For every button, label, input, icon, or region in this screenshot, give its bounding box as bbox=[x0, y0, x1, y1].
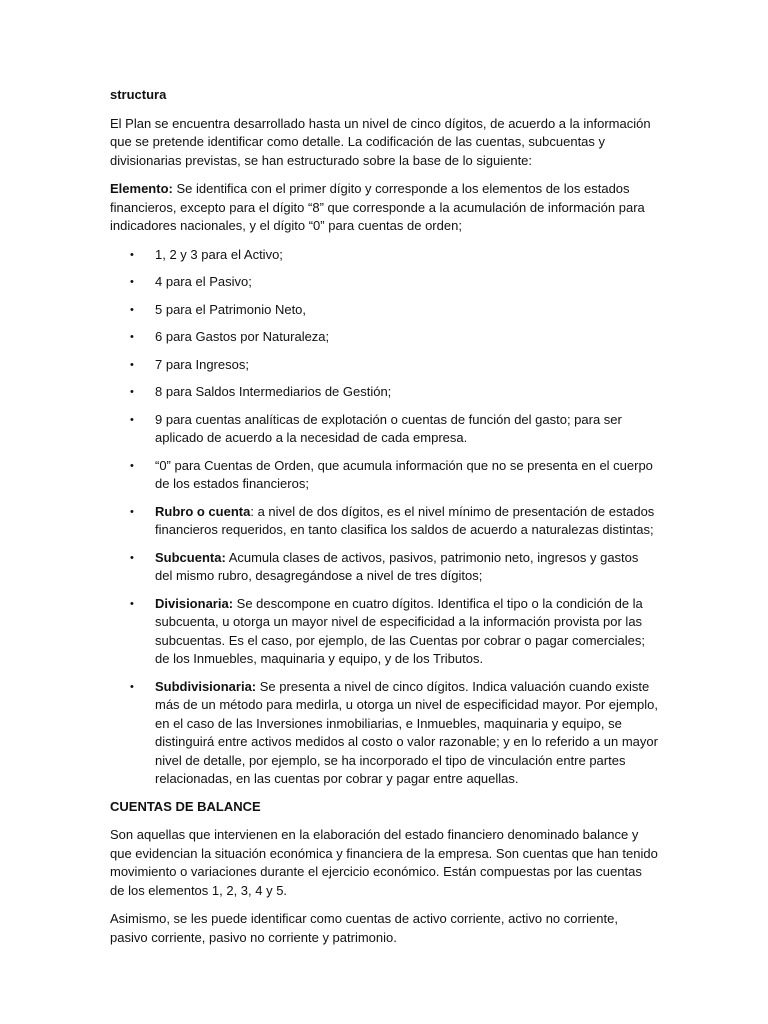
list-item bbox=[110, 328, 658, 347]
list-item bbox=[110, 356, 658, 375]
elemento-term: Elemento: bbox=[110, 181, 173, 196]
elemento-paragraph bbox=[110, 180, 658, 236]
list-item-text: : a nivel de dos dígitos, es el nivel mínimo de presentación de estados financieros requeridos, en tanto clasifica los saldos de acuerdo a naturalezas distintas; bbox=[155, 503, 655, 537]
list-item bbox=[110, 457, 658, 494]
bullet-icon: • bbox=[130, 358, 134, 371]
cuentas-balance-paragraph-2: Asimismo, se les puede identificar como cuentas de activo corriente, activo no corriente, pasivo corriente, pasivo no corriente y patrimonio. bbox=[110, 911, 618, 945]
list-item-text: “0” para Cuentas de Orden, que acumula información que no se presenta en el cuerpo de los estados financieros; bbox=[155, 457, 653, 491]
list-item-text: Se presenta a nivel de cinco dígitos. Indica valuación cuando existe más de un método para medirla, u otorga un nivel de especificidad mayor. Por ejemplo, en el caso de las Inversiones inmobiliarias, e Inmuebles, maquinaria y equipo, se distinguirá entre activos medidos al costo o valor razonable; y en lo referido a un mayor nivel de detalle, por ejemplo, se ha incorporado el tipo de vinculación entre partes relacionadas, en las cuentas por cobrar y pagar entre aquellas. bbox=[155, 678, 658, 786]
list-item bbox=[110, 595, 658, 669]
list-item bbox=[110, 246, 658, 265]
list-item-term: Subcuenta: bbox=[155, 549, 226, 565]
list-item-text: 4 para el Pasivo; bbox=[155, 274, 252, 289]
intro-paragraph: El Plan se encuentra desarrollado hasta un nivel de cinco dígitos, de acuerdo a la información que se pretende identificar como detalle. La codificación de las cuentas, subcuentas y divisionarias previstas, se han estructurado sobre la base de lo siguiente: bbox=[110, 115, 651, 168]
list-item bbox=[110, 678, 658, 789]
list-item-text: 8 para Saldos Intermediarios de Gestión; bbox=[155, 384, 392, 399]
bullet-icon: • bbox=[130, 331, 134, 343]
bullet-icon: • bbox=[130, 413, 134, 426]
list-item-text: 9 para cuentas analíticas de explotación o cuentas de función del gasto; para ser aplicado de acuerdo a la necesidad de cada empresa. bbox=[155, 411, 622, 445]
cuentas-balance-title: CUENTAS DE BALANCE bbox=[110, 798, 261, 814]
bullet-icon: • bbox=[130, 551, 134, 564]
list-item-text: Acumula clases de activos, pasivos, patrimonio neto, ingresos y gastos del mismo rubro, desagregándose a nivel de tres dígitos; bbox=[155, 549, 639, 583]
list-item bbox=[110, 411, 658, 448]
list-item bbox=[110, 383, 658, 402]
list-item-text: 7 para Ingresos; bbox=[155, 356, 249, 372]
list-item-text: 6 para Gastos por Naturaleza; bbox=[155, 329, 330, 344]
list-item bbox=[110, 503, 658, 540]
bullet-icon: • bbox=[130, 505, 134, 518]
list-item bbox=[110, 549, 658, 586]
list-item-term: Subdivisionaria: bbox=[155, 678, 257, 694]
bullet-icon: • bbox=[130, 386, 134, 398]
bullet-icon: • bbox=[130, 459, 134, 472]
list-item-text: 1, 2 y 3 para el Activo; bbox=[155, 246, 283, 262]
list-item-term: Rubro o cuenta bbox=[155, 503, 251, 519]
list-item bbox=[110, 273, 658, 292]
cuentas-balance-paragraph-1: Son aquellas que intervienen en la elaboración del estado financiero denominado balance y que evidencian la situación económica y financiera de la empresa. Son cuentas que han tenido movimiento o variaciones durante el ejercicio económico. Están compuestas por las cuentas de los elementos 1, 2, 3, 4 y 5. bbox=[110, 827, 658, 898]
bullet-icon: • bbox=[130, 303, 134, 316]
bullet-icon: • bbox=[130, 597, 134, 610]
bullet-icon: • bbox=[130, 276, 134, 288]
section-heading: structura bbox=[110, 87, 167, 102]
list-item-text: Se descompone en cuatro dígitos. Identifica el tipo o la condición de la subcuenta, u otorga un mayor nivel de especificidad a la información provista por las subcuentas. Es el caso, por ejemplo, de las Cuentas por cobrar o pagar comerciales; de los Inmuebles, maquinaria y equipo, y de los Tributos. bbox=[155, 595, 645, 666]
document-page bbox=[110, 86, 658, 957]
list-item bbox=[110, 301, 658, 320]
bullet-list bbox=[110, 246, 658, 789]
list-item-term: Divisionaria: bbox=[155, 595, 234, 611]
elemento-text: Se identifica con el primer dígito y corresponde a los elementos de los estados financieros, excepto para el dígito “8” que corresponde a la acumulación de información para indicadores nacionales, y el dígito “0” para cuentas de orden; bbox=[110, 181, 645, 233]
list-item-text: 5 para el Patrimonio Neto, bbox=[155, 301, 307, 317]
bullet-icon: • bbox=[130, 248, 134, 261]
bullet-icon: • bbox=[130, 680, 134, 693]
